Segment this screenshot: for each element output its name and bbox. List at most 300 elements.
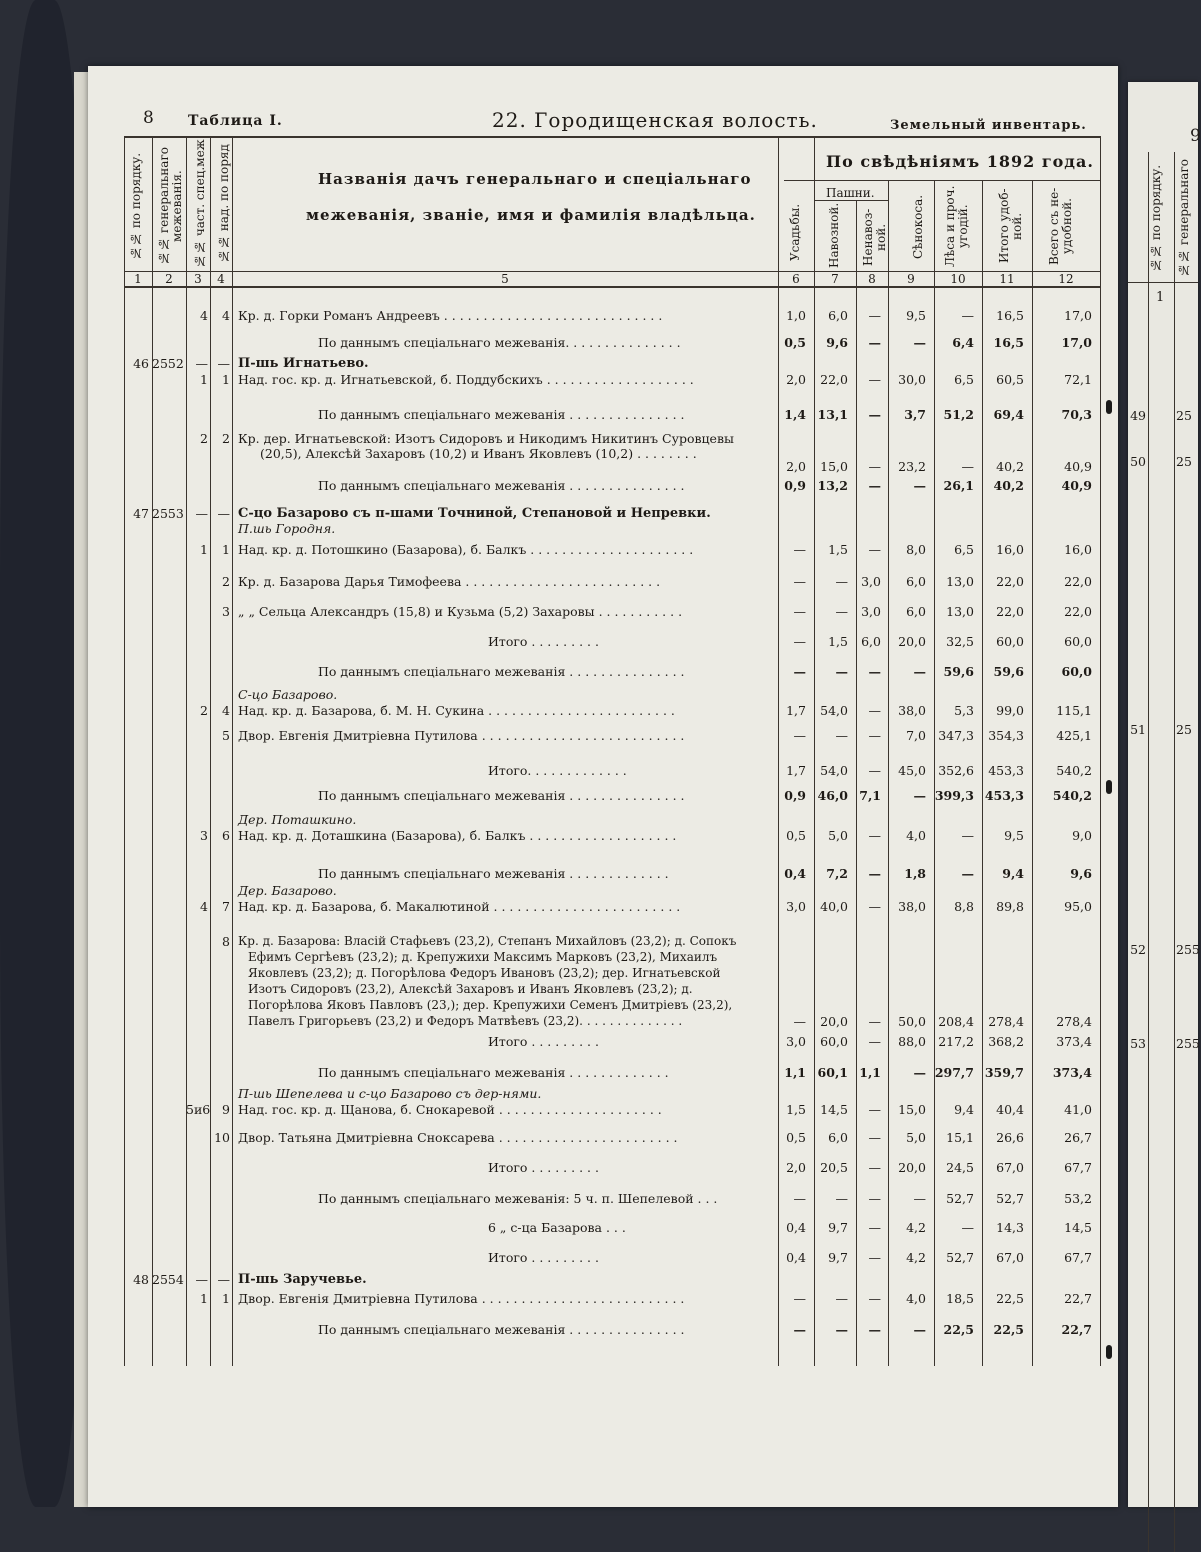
value-col-9: 88,0 bbox=[898, 1034, 926, 1049]
value-col-11: 22,5 bbox=[993, 1322, 1024, 1337]
value-col-7: 6,0 bbox=[828, 1130, 848, 1145]
value-col-8: — bbox=[868, 335, 881, 350]
special-survey-part: 3 bbox=[200, 828, 208, 843]
value-col-11: 89,8 bbox=[996, 899, 1024, 914]
column-rule bbox=[1100, 136, 1101, 1366]
value-col-11: 22,5 bbox=[996, 1291, 1024, 1306]
owner-description-cont: (20,5), Алексѣй Захаровъ (10,2) и Иванъ Яковлевъ (10,2) . . . . . . . . bbox=[260, 446, 697, 461]
value-col-6: — bbox=[793, 1322, 806, 1337]
next-page-rule bbox=[1128, 282, 1198, 283]
next-page-number: 9 bbox=[1190, 126, 1201, 146]
locality-subheading: П.шь Городня. bbox=[238, 521, 336, 536]
value-col-11: 67,0 bbox=[996, 1250, 1024, 1265]
value-col-11: 22,0 bbox=[996, 604, 1024, 619]
next-page-row-number: 51 bbox=[1130, 722, 1146, 737]
owner-description: Над. кр. д. Базарова, б. Макалютиной . . . . . . . . . . . . . . . . . . . . . . . . bbox=[238, 899, 681, 914]
column-number: 7 bbox=[831, 272, 839, 286]
value-col-11: 278,4 bbox=[988, 1014, 1024, 1029]
col-header-2: №№ генеральнаго межеванія. bbox=[157, 147, 184, 265]
value-col-7: 54,0 bbox=[820, 703, 848, 718]
value-col-10: 24,5 bbox=[946, 1160, 974, 1175]
value-col-10: — bbox=[961, 1220, 974, 1235]
owner-description: Итого . . . . . . . . . bbox=[488, 634, 599, 649]
value-col-6: — bbox=[793, 1014, 806, 1029]
value-col-6: 0,9 bbox=[784, 788, 806, 803]
col-header-6: Усадьбы. bbox=[788, 203, 802, 261]
value-col-8: — bbox=[868, 372, 881, 387]
value-col-11: 22,0 bbox=[996, 574, 1024, 589]
owner-description: Над. кр. д. Доташкина (Базарова), б. Балкъ . . . . . . . . . . . . . . . . . . . bbox=[238, 828, 677, 843]
column-number: 9 bbox=[907, 272, 915, 286]
value-col-12: 540,2 bbox=[1056, 763, 1092, 778]
value-col-8: — bbox=[868, 1160, 881, 1175]
owner-description: Кр. д. Базарова Дарья Тимофеева . . . . . . . . . . . . . . . . . . . . . . . . . bbox=[238, 574, 661, 589]
general-survey-number: 2552 bbox=[152, 356, 184, 371]
col-header-5-line1: Названія дачъ генеральнаго и спеціальнаго bbox=[318, 170, 752, 188]
owner-description: Погорѣлова Яковъ Павловъ (23,); дер. Крепужихи Семенъ Дмитріевъ (23,2), bbox=[248, 998, 733, 1012]
value-col-6: 1,7 bbox=[786, 703, 806, 718]
column-number: 5 bbox=[501, 272, 509, 286]
owner-description: Двор. Татьяна Дмитріевна Снокcарева . . . . . . . . . . . . . . . . . . . . . . . bbox=[238, 1130, 678, 1145]
value-col-12: 373,4 bbox=[1052, 1065, 1092, 1080]
value-col-6: 0,5 bbox=[784, 335, 806, 350]
binding-hole bbox=[1106, 780, 1112, 794]
locality-subheading: С-цо Базарово. bbox=[238, 687, 338, 702]
value-col-9: 15,0 bbox=[898, 1102, 926, 1117]
owner-description: Итого. . . . . . . . . . . . . bbox=[488, 763, 627, 778]
value-col-9: 3,7 bbox=[904, 407, 926, 422]
value-col-7: 9,7 bbox=[828, 1220, 848, 1235]
owner-description: По даннымъ спеціальнаго межеванія . . . . . . . . . . . . . . . bbox=[318, 478, 685, 493]
special-survey-part: 4 bbox=[200, 899, 208, 914]
value-col-8: — bbox=[868, 478, 881, 493]
next-page-col-header-2: №№ генеральнаго bbox=[1177, 159, 1191, 277]
owner-description: Итого . . . . . . . . . bbox=[488, 1160, 599, 1175]
value-col-10: 32,5 bbox=[946, 634, 974, 649]
value-col-10: 8,8 bbox=[954, 899, 974, 914]
value-col-8: — bbox=[868, 866, 881, 881]
value-col-12: 72,1 bbox=[1064, 372, 1092, 387]
next-page-col-header-1: №№ по порядку. bbox=[1149, 164, 1163, 272]
value-col-12: 16,0 bbox=[1064, 542, 1092, 557]
value-col-10: 297,7 bbox=[934, 1065, 974, 1080]
value-col-6: 2,0 bbox=[786, 1160, 806, 1175]
owner-description: Двор. Евгенія Дмитріевна Путилова . . . . . . . . . . . . . . . . . . . . . . . . . . bbox=[238, 728, 685, 743]
special-survey-part: 1 bbox=[200, 372, 208, 387]
value-col-6: 0,4 bbox=[786, 1250, 806, 1265]
value-col-10: — bbox=[961, 866, 974, 881]
value-col-11: 453,3 bbox=[988, 763, 1024, 778]
value-col-8: — bbox=[868, 828, 881, 843]
value-col-11: 99,0 bbox=[996, 703, 1024, 718]
value-col-7: 13,1 bbox=[817, 407, 848, 422]
value-col-9: 5,0 bbox=[906, 1130, 926, 1145]
value-col-12: 540,2 bbox=[1052, 788, 1092, 803]
allotment-number: 4 bbox=[222, 703, 230, 718]
value-col-9: — bbox=[913, 335, 926, 350]
value-col-7: 9,6 bbox=[826, 335, 848, 350]
next-page-colnum: 1 bbox=[1156, 290, 1165, 305]
value-col-10: 15,1 bbox=[946, 1130, 974, 1145]
value-col-10: 217,2 bbox=[938, 1034, 974, 1049]
value-col-9: 4,0 bbox=[906, 828, 926, 843]
col-header-5-line2: межеванія, званіе, имя и фамилія владѣльца. bbox=[306, 206, 756, 224]
value-col-7: — bbox=[835, 664, 848, 679]
value-col-10: 352,6 bbox=[938, 763, 974, 778]
value-col-11: 67,0 bbox=[996, 1160, 1024, 1175]
owner-description: Кр. д. Базарова: Власій Стафьевъ (23,2), Степанъ Михайловъ (23,2); д. Сопокъ bbox=[238, 934, 737, 948]
value-col-12: 373,4 bbox=[1056, 1034, 1092, 1049]
pashni-rule bbox=[814, 200, 888, 201]
row-number: 46 bbox=[133, 356, 149, 371]
value-col-9: 8,0 bbox=[906, 542, 926, 557]
value-col-8: — bbox=[868, 728, 881, 743]
value-col-10: 51,2 bbox=[943, 407, 974, 422]
value-col-11: 14,3 bbox=[996, 1220, 1024, 1235]
value-col-10: 18,5 bbox=[946, 1291, 974, 1306]
value-col-12: 22,0 bbox=[1064, 604, 1092, 619]
allotment-number: — bbox=[217, 356, 230, 371]
column-rule bbox=[232, 136, 233, 1366]
special-survey-part: 5и6 bbox=[186, 1102, 211, 1117]
next-page-row-number: 52 bbox=[1130, 942, 1146, 957]
owner-description: С-цо Базарово съ п-шами Точниной, Степановой и Непревки. bbox=[238, 506, 711, 521]
value-col-9: — bbox=[913, 1065, 926, 1080]
value-col-10: — bbox=[961, 459, 974, 474]
owner-description: Итого . . . . . . . . . bbox=[488, 1250, 599, 1265]
next-page-vrule-1 bbox=[1148, 152, 1149, 1552]
col-header-4: №№ над. по поряд bbox=[217, 144, 231, 264]
value-col-11: 453,3 bbox=[984, 788, 1024, 803]
value-col-6: — bbox=[793, 604, 806, 619]
value-col-11: 60,5 bbox=[996, 372, 1024, 387]
value-col-11: 359,7 bbox=[984, 1065, 1024, 1080]
value-col-12: 9,6 bbox=[1070, 866, 1092, 881]
value-col-7: 22,0 bbox=[820, 372, 848, 387]
value-col-12: 9,0 bbox=[1072, 828, 1092, 843]
value-col-6: — bbox=[793, 1191, 806, 1206]
next-page-general-number: 255 bbox=[1176, 1036, 1200, 1051]
value-col-10: 13,0 bbox=[946, 574, 974, 589]
group-1892-rule bbox=[784, 180, 1100, 181]
owner-description: Изотъ Сидоровъ (23,2), Алексѣй Захаровъ и Иванъ Яковлевъ (23,2); д. bbox=[248, 982, 693, 996]
value-col-8: — bbox=[868, 1250, 881, 1265]
special-survey-part: 2 bbox=[200, 703, 208, 718]
value-col-11: 60,0 bbox=[996, 634, 1024, 649]
owner-description: По даннымъ спеціальнаго межеванія . . . . . . . . . . . . . . . bbox=[318, 407, 685, 422]
allotment-number: 6 bbox=[222, 828, 230, 843]
column-number: 12 bbox=[1058, 272, 1074, 286]
value-col-8: — bbox=[868, 1291, 881, 1306]
value-col-10: 59,6 bbox=[943, 664, 974, 679]
value-col-12: 22,7 bbox=[1064, 1291, 1092, 1306]
value-col-11: 368,2 bbox=[988, 1034, 1024, 1049]
special-survey-part: 1 bbox=[200, 542, 208, 557]
allotment-number: — bbox=[217, 506, 230, 521]
col-header-12: Всего съ не-удобной. bbox=[1047, 187, 1074, 265]
allotment-number: 8 bbox=[222, 934, 230, 949]
value-col-6: 3,0 bbox=[786, 1034, 806, 1049]
value-col-9: 6,0 bbox=[906, 574, 926, 589]
value-col-7: 40,0 bbox=[820, 899, 848, 914]
owner-description: Ефимъ Сергѣевъ (23,2); д. Крепужихи Максимъ Марковъ (23,2), Михаилъ bbox=[248, 950, 718, 964]
owner-description: „ „ Сельца Александръ (15,8) и Кузьма (5,2) Захаровы . . . . . . . . . . . bbox=[238, 604, 683, 619]
value-col-9: 7,0 bbox=[906, 728, 926, 743]
value-col-7: 14,5 bbox=[820, 1102, 848, 1117]
value-col-12: 40,9 bbox=[1064, 459, 1092, 474]
value-col-12: 17,0 bbox=[1061, 335, 1092, 350]
value-col-8: 7,1 bbox=[859, 788, 881, 803]
next-page-row-number: 50 bbox=[1130, 454, 1146, 469]
value-col-7: 20,5 bbox=[820, 1160, 848, 1175]
value-col-11: 16,0 bbox=[996, 542, 1024, 557]
column-number: 4 bbox=[217, 272, 225, 286]
owner-description: Двор. Евгенія Дмитріевна Путилова . . . . . . . . . . . . . . . . . . . . . . . . . . bbox=[238, 1291, 685, 1306]
value-col-8: — bbox=[868, 1102, 881, 1117]
owner-description: По даннымъ спеціальнаго межеванія . . . . . . . . . . . . . bbox=[318, 866, 669, 881]
value-col-10: 5,3 bbox=[954, 703, 974, 718]
next-page-vrule-2 bbox=[1174, 152, 1175, 1552]
owner-description: Над. кр. д. Потошкино (Базарова), б. Балкъ . . . . . . . . . . . . . . . . . . . . . bbox=[238, 542, 694, 557]
value-col-8: 3,0 bbox=[861, 604, 881, 619]
owner-description: По даннымъ спеціальнаго межеванія: 5 ч. п. Шепелевой . . . bbox=[318, 1191, 718, 1206]
value-col-9: 38,0 bbox=[898, 899, 926, 914]
column-number: 2 bbox=[165, 272, 173, 286]
column-rule bbox=[152, 136, 153, 1366]
row-number: 47 bbox=[133, 506, 149, 521]
allotment-number: 2 bbox=[222, 574, 230, 589]
group-pashni-header: Пашни. bbox=[826, 186, 875, 200]
page-number: 8 bbox=[143, 108, 154, 128]
value-col-6: 2,0 bbox=[786, 372, 806, 387]
value-col-6: — bbox=[793, 574, 806, 589]
value-col-7: 13,2 bbox=[817, 478, 848, 493]
value-col-9: 9,5 bbox=[906, 308, 926, 323]
value-col-9: 23,2 bbox=[898, 459, 926, 474]
value-col-9: — bbox=[913, 1191, 926, 1206]
value-col-7: 15,0 bbox=[820, 459, 848, 474]
value-col-6: 1,7 bbox=[786, 763, 806, 778]
value-col-8: — bbox=[868, 763, 881, 778]
value-col-8: — bbox=[868, 407, 881, 422]
colnum-bottom-rule bbox=[124, 286, 1100, 288]
special-survey-part: — bbox=[195, 356, 208, 371]
value-col-9: 45,0 bbox=[898, 763, 926, 778]
value-col-7: 5,0 bbox=[828, 828, 848, 843]
value-col-7: 7,2 bbox=[826, 866, 848, 881]
column-rule bbox=[124, 136, 125, 1366]
value-col-12: 115,1 bbox=[1056, 703, 1092, 718]
value-col-12: 67,7 bbox=[1064, 1250, 1092, 1265]
value-col-8: — bbox=[868, 1220, 881, 1235]
value-col-12: 425,1 bbox=[1056, 728, 1092, 743]
owner-description: Павелъ Григорьевъ (23,2) и Федоръ Матвѣевъ (23,2). . . . . . . . . . . . . . bbox=[248, 1014, 683, 1028]
value-col-12: 22,0 bbox=[1064, 574, 1092, 589]
allotment-number: 2 bbox=[222, 431, 230, 446]
next-page-general-number: 255 bbox=[1176, 942, 1200, 957]
value-col-9: — bbox=[913, 478, 926, 493]
value-col-12: 67,7 bbox=[1064, 1160, 1092, 1175]
owner-description: Кр. дер. Игнатьевской: Изотъ Сидоровъ и Никодимъ Никитинъ Суровцевы bbox=[238, 431, 734, 446]
next-page-general-number: 25 bbox=[1176, 454, 1192, 469]
value-col-10: 22,5 bbox=[943, 1322, 974, 1337]
value-col-9: — bbox=[913, 664, 926, 679]
value-col-8: — bbox=[868, 542, 881, 557]
value-col-11: 16,5 bbox=[993, 335, 1024, 350]
owner-description: Над. гос. кр. д. Щанова, б. Снокаревой . . . . . . . . . . . . . . . . . . . . . bbox=[238, 1102, 662, 1117]
value-col-6: — bbox=[793, 542, 806, 557]
binding-hole bbox=[1106, 400, 1112, 414]
owner-description: Итого . . . . . . . . . bbox=[488, 1034, 599, 1049]
value-col-9: 4,2 bbox=[906, 1250, 926, 1265]
value-col-7: 60,0 bbox=[820, 1034, 848, 1049]
value-col-12: 22,7 bbox=[1061, 1322, 1092, 1337]
value-col-12: 17,0 bbox=[1064, 308, 1092, 323]
value-col-6: 1,1 bbox=[784, 1065, 806, 1080]
group-1892-header: По свѣдѣніямъ 1892 года. bbox=[826, 152, 1094, 171]
value-col-9: 6,0 bbox=[906, 604, 926, 619]
value-col-11: 16,5 bbox=[996, 308, 1024, 323]
value-col-12: 40,9 bbox=[1061, 478, 1092, 493]
value-col-6: — bbox=[793, 1291, 806, 1306]
value-col-6: 0,9 bbox=[784, 478, 806, 493]
column-number: 6 bbox=[792, 272, 800, 286]
value-col-6: 0,4 bbox=[784, 866, 806, 881]
value-col-9: 30,0 bbox=[898, 372, 926, 387]
special-survey-part: 1 bbox=[200, 1291, 208, 1306]
col-header-10: Лѣса и проч. угодій. bbox=[943, 185, 970, 267]
value-col-10: 208,4 bbox=[938, 1014, 974, 1029]
locality-subheading: Дер. Базарово. bbox=[238, 883, 337, 898]
owner-description: Над. гос. кр. д. Игнатьевской, б. Поддубскихъ . . . . . . . . . . . . . . . . . . . bbox=[238, 372, 694, 387]
value-col-11: 40,4 bbox=[996, 1102, 1024, 1117]
value-col-10: 399,3 bbox=[934, 788, 974, 803]
value-col-12: 41,0 bbox=[1064, 1102, 1092, 1117]
special-survey-part: 2 bbox=[200, 431, 208, 446]
value-col-7: 60,1 bbox=[817, 1065, 848, 1080]
value-col-8: — bbox=[868, 899, 881, 914]
next-page-row-number: 49 bbox=[1130, 408, 1146, 423]
header-right-label: Земельный инвентарь. bbox=[890, 118, 1087, 133]
document-page bbox=[88, 66, 1118, 1507]
binding-hole bbox=[1106, 1345, 1112, 1359]
owner-description: Яковлевъ (23,2); д. Погорѣлова Федоръ Ивановъ (23,2); дер. Игнатьевской bbox=[248, 966, 721, 980]
value-col-12: 14,5 bbox=[1064, 1220, 1092, 1235]
value-col-9: 38,0 bbox=[898, 703, 926, 718]
value-col-6: 1,4 bbox=[784, 407, 806, 422]
value-col-6: 1,5 bbox=[786, 1102, 806, 1117]
value-col-9: — bbox=[913, 788, 926, 803]
table-label: Таблица I. bbox=[188, 113, 283, 129]
value-col-6: 0,5 bbox=[786, 1130, 806, 1145]
value-col-12: 278,4 bbox=[1056, 1014, 1092, 1029]
value-col-8: — bbox=[868, 1322, 881, 1337]
value-col-8: — bbox=[868, 459, 881, 474]
column-number: 1 bbox=[134, 272, 142, 286]
value-col-10: 9,4 bbox=[954, 1102, 974, 1117]
special-survey-part: — bbox=[195, 506, 208, 521]
value-col-9: 20,0 bbox=[898, 634, 926, 649]
owner-description: По даннымъ спеціальнаго межеванія. . . . . . . . . . . . . . . bbox=[318, 335, 681, 350]
value-col-6: — bbox=[793, 664, 806, 679]
owner-description: По даннымъ спеціальнаго межеванія . . . . . . . . . . . . . . . bbox=[318, 664, 685, 679]
owner-description: П-шь Игнатьево. bbox=[238, 356, 369, 371]
owner-description: По даннымъ спеціальнаго межеванія . . . . . . . . . . . . . bbox=[318, 1065, 669, 1080]
value-col-7: — bbox=[835, 574, 848, 589]
value-col-7: — bbox=[835, 1291, 848, 1306]
special-survey-part: 4 bbox=[200, 308, 208, 323]
value-col-11: 69,4 bbox=[993, 407, 1024, 422]
allotment-number: — bbox=[217, 1272, 230, 1287]
page-title: 22. Городищенская волость. bbox=[492, 108, 818, 132]
special-survey-part: — bbox=[195, 1272, 208, 1287]
row-number: 48 bbox=[133, 1272, 149, 1287]
value-col-9: 20,0 bbox=[898, 1160, 926, 1175]
locality-subheading: П-шь Шепелева и с-цо Базарово съ дер-нями. bbox=[238, 1086, 542, 1101]
value-col-10: 52,7 bbox=[946, 1191, 974, 1206]
value-col-11: 26,6 bbox=[996, 1130, 1024, 1145]
col-header-3: №№ част. спец.меж bbox=[193, 139, 207, 268]
value-col-8: — bbox=[868, 1014, 881, 1029]
value-col-9: — bbox=[913, 1322, 926, 1337]
value-col-7: 54,0 bbox=[820, 763, 848, 778]
allotment-number: 3 bbox=[222, 604, 230, 619]
value-col-10: — bbox=[961, 828, 974, 843]
col-header-7: Навозной. bbox=[827, 202, 841, 268]
table-top-rule bbox=[124, 136, 1100, 138]
col-header-11: Итого удоб-ной. bbox=[997, 188, 1024, 264]
value-col-7: 46,0 bbox=[817, 788, 848, 803]
value-col-8: — bbox=[868, 1034, 881, 1049]
owner-description: П-шь Заручевье. bbox=[238, 1272, 367, 1287]
value-col-8: — bbox=[868, 703, 881, 718]
next-page-edge bbox=[1128, 82, 1201, 1507]
column-number: 11 bbox=[999, 272, 1015, 286]
value-col-8: — bbox=[868, 308, 881, 323]
column-number: 8 bbox=[868, 272, 876, 286]
allotment-number: 1 bbox=[222, 542, 230, 557]
value-col-10: 347,3 bbox=[938, 728, 974, 743]
value-col-11: 52,7 bbox=[996, 1191, 1024, 1206]
value-col-7: 1,5 bbox=[828, 542, 848, 557]
value-col-6: — bbox=[793, 634, 806, 649]
value-col-6: 0,5 bbox=[786, 828, 806, 843]
owner-description: По даннымъ спеціальнаго межеванія . . . . . . . . . . . . . . . bbox=[318, 1322, 685, 1337]
value-col-10: 6,4 bbox=[952, 335, 974, 350]
value-col-7: — bbox=[835, 604, 848, 619]
value-col-10: 6,5 bbox=[954, 542, 974, 557]
value-col-7: 1,5 bbox=[828, 634, 848, 649]
next-page-row-number: 53 bbox=[1130, 1036, 1146, 1051]
allotment-number: 5 bbox=[222, 728, 230, 743]
value-col-10: 13,0 bbox=[946, 604, 974, 619]
next-page-general-number: 25 bbox=[1176, 722, 1192, 737]
value-col-8: — bbox=[868, 1130, 881, 1145]
allotment-number: 10 bbox=[214, 1130, 230, 1145]
page-edge bbox=[74, 72, 88, 1507]
owner-description: По даннымъ спеціальнаго межеванія . . . . . . . . . . . . . . . bbox=[318, 788, 685, 803]
value-col-8: — bbox=[868, 1191, 881, 1206]
value-col-8: 3,0 bbox=[861, 574, 881, 589]
value-col-11: 59,6 bbox=[993, 664, 1024, 679]
value-col-12: 60,0 bbox=[1064, 634, 1092, 649]
column-number: 3 bbox=[194, 272, 202, 286]
allotment-number: 1 bbox=[222, 1291, 230, 1306]
owner-description: 6 „ с-ца Базарова . . . bbox=[488, 1220, 626, 1235]
value-col-6: 0,4 bbox=[786, 1220, 806, 1235]
general-survey-number: 2554 bbox=[152, 1272, 184, 1287]
value-col-7: 9,7 bbox=[828, 1250, 848, 1265]
